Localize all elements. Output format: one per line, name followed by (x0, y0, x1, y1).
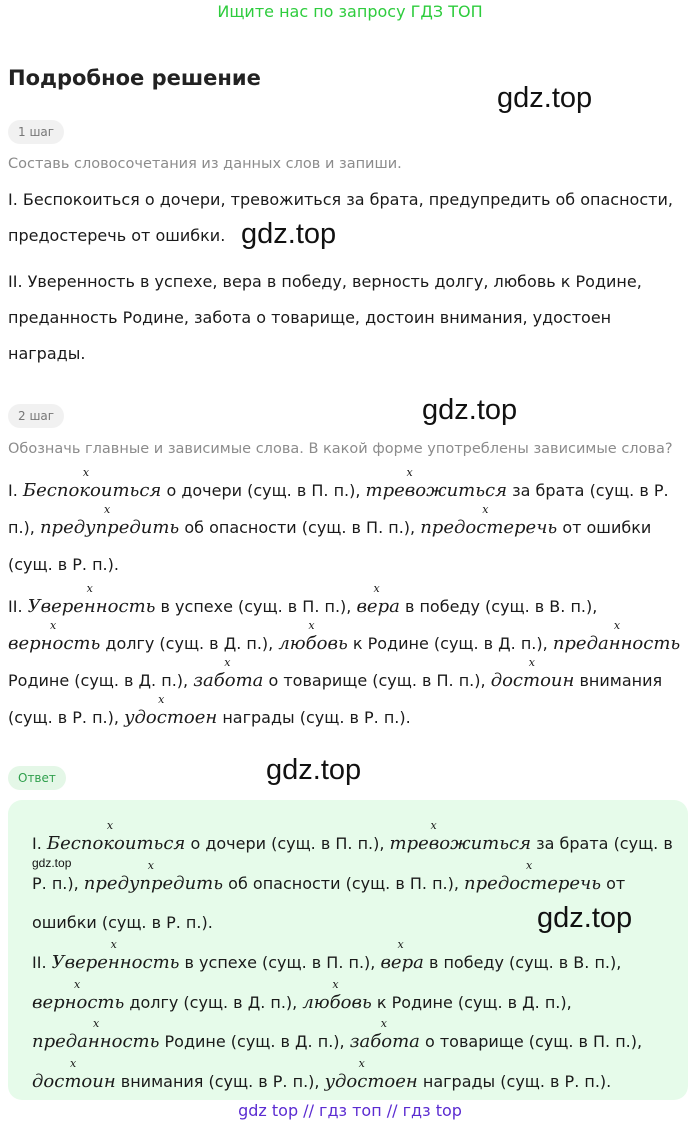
main-word (389, 819, 532, 854)
main-word (51, 938, 180, 973)
stress-mark: x (380, 1017, 387, 1030)
dependent-word: к Родине (сущ. в Д. п.), (376, 992, 572, 1012)
word-text: предостеречь (464, 872, 602, 894)
dependent-word: о дочери (сущ. в П. п.), (190, 834, 385, 853)
dependent-word: долгу (сущ. в Д. п.), (105, 634, 274, 653)
stress-mark: x (332, 977, 339, 991)
dependent-word: в успехе (сущ. в П. п.), (160, 597, 352, 616)
main-word (8, 619, 101, 654)
main-word (124, 693, 218, 728)
word-text: тревожиться (365, 480, 508, 501)
word-text: преданность (552, 633, 681, 654)
roman-numeral: I. (32, 834, 42, 853)
dependent-word: награды (сущ. в Р. п.). (422, 1071, 612, 1091)
roman-numeral: II. (32, 953, 47, 972)
word-text: Беспокоиться (46, 833, 186, 854)
dependent-word: Родине (сущ. в Д. п.), (164, 1032, 345, 1051)
stress-mark: x (74, 977, 81, 991)
stress-mark: x (70, 1056, 77, 1070)
dependent-word: Родине (сущ. в Д. п.), (8, 671, 189, 690)
dependent-word: в победу (сущ. в В. п.), (428, 953, 622, 972)
main-word (46, 819, 186, 854)
word-text: вера (380, 952, 424, 973)
main-word (83, 858, 224, 894)
word-text: Уверенность (27, 596, 156, 617)
stress-mark: x (86, 582, 93, 595)
stress-mark: x (430, 819, 437, 832)
word-text: предупредить (39, 517, 180, 538)
word-text: удостоен (324, 1070, 418, 1092)
main-word (356, 582, 400, 617)
watermark: gdz.top (241, 218, 337, 250)
dependent-word: от ошибки (сущ. в Р. п.). (32, 873, 626, 932)
main-word (27, 582, 156, 617)
stress-mark: x (224, 656, 231, 669)
word-text: Уверенность (51, 952, 180, 973)
stress-mark: x (373, 582, 380, 595)
dependent-word: о товарище (сущ. в П. п.), (268, 671, 486, 690)
main-word (39, 503, 180, 538)
answer-part2 (32, 938, 677, 1101)
stress-mark: x (526, 858, 533, 872)
dependent-word: от ошибки (сущ. в Р. п.). (8, 518, 652, 574)
dependent-word: об опасности (сущ. в П. п.), (184, 518, 416, 537)
word-text: вера (356, 596, 400, 617)
word-text: удостоен (124, 707, 218, 728)
main-word (32, 1017, 160, 1052)
word-text: верность (32, 991, 125, 1013)
main-word (22, 466, 162, 501)
dependent-word: внимания (сущ. в Р. п.), (8, 671, 663, 727)
main-word (552, 619, 681, 654)
dependent-word: долгу (сущ. в Д. п.), (129, 992, 298, 1012)
main-word (193, 656, 264, 691)
main-word (490, 656, 575, 691)
watermark: gdz.top (537, 902, 633, 934)
main-word (302, 977, 372, 1013)
main-word (349, 1017, 420, 1052)
stress-mark: x (308, 619, 315, 632)
stress-mark: x (50, 619, 57, 632)
footer-links[interactable]: gdz top // гдз топ // гдз top (238, 1101, 462, 1120)
stress-mark: x (93, 1017, 100, 1030)
page-title: Подробное решение (8, 66, 261, 90)
stress-mark: x (110, 938, 117, 951)
main-word (380, 938, 424, 973)
stress-mark: x (613, 619, 621, 632)
dependent-word: за брата (сущ. в Р. п.), (8, 481, 669, 537)
step2-part2 (8, 582, 688, 736)
watermark: gdz.top (32, 856, 72, 870)
dependent-word: награды (сущ. в Р. п.). (222, 708, 411, 727)
main-word (464, 858, 602, 894)
step-badge: 2 шаг (8, 404, 64, 428)
dependent-word: о товарище (сущ. в П. п.), (424, 1032, 643, 1051)
word-text: Беспокоиться (22, 480, 162, 501)
main-word (278, 619, 348, 654)
roman-numeral: I. (8, 481, 18, 500)
stress-mark: x (482, 503, 489, 516)
stress-mark: x (158, 693, 165, 706)
dependent-word: к Родине (сущ. в Д. п.), (352, 634, 548, 653)
dependent-word: за брата (сущ. в Р. п.), (32, 834, 673, 893)
dependent-word: в победу (сущ. в В. п.), (404, 597, 598, 616)
dependent-word: в успехе (сущ. в П. п.), (184, 953, 376, 972)
stress-mark: x (528, 656, 535, 669)
dependent-word: внимания (сущ. в Р. п.), (120, 1071, 320, 1091)
task-text: Составь словосочетания из данных слов и запиши. (8, 156, 402, 172)
dependent-word: о дочери (сущ. в П. п.), (166, 481, 361, 500)
roman-numeral: II. (8, 597, 23, 616)
dependent-word: об опасности (сущ. в П. п.), (228, 873, 459, 893)
word-text: преданность (32, 1031, 160, 1052)
word-text: достоин (490, 670, 575, 691)
stress-mark: x (82, 466, 90, 479)
word-text: достоин (32, 1070, 116, 1092)
word-text: любовь (278, 633, 348, 654)
main-word (365, 466, 508, 501)
stress-mark: x (358, 1056, 365, 1070)
word-text: тревожиться (389, 833, 532, 854)
step1-part1 (8, 182, 688, 254)
stress-mark: x (147, 858, 155, 872)
word-text: предостеречь (420, 517, 558, 538)
stress-mark: x (406, 466, 413, 479)
promo-banner: Ищите нас по запросу ГДЗ ТОП (217, 2, 483, 21)
word-text: забота (193, 670, 264, 691)
text-line: предостеречь от ошибки. (8, 226, 226, 245)
stress-mark: x (397, 938, 404, 951)
step2-part1 (8, 466, 688, 583)
answer-badge: Ответ (8, 766, 66, 790)
watermark: gdz.top (497, 82, 593, 114)
text-line: I. Беспокоиться о дочери, тревожиться за брата, предупредить об опасности, (8, 190, 673, 209)
stress-mark: x (103, 503, 111, 516)
word-text: любовь (302, 991, 372, 1013)
stress-mark: x (106, 819, 114, 832)
watermark: gdz.top (266, 754, 362, 786)
main-word (324, 1056, 418, 1092)
main-word (32, 1056, 116, 1092)
word-text: забота (349, 1031, 420, 1052)
task-text: Обозначь главные и зависимые слова. В какой форме употреблены зависимые слова? (8, 441, 673, 457)
step1-part2: II. Уверенность в успехе, вера в победу, верность долгу, любовь к Родине, преданность Родине, забота о товарище, достоин внимания, удостоен награды. (8, 272, 642, 363)
main-word (420, 503, 558, 538)
word-text: верность (8, 633, 101, 654)
main-word (32, 977, 125, 1013)
step-badge: 1 шаг (8, 120, 64, 144)
word-text: предупредить (83, 872, 224, 894)
watermark: gdz.top (422, 394, 518, 426)
